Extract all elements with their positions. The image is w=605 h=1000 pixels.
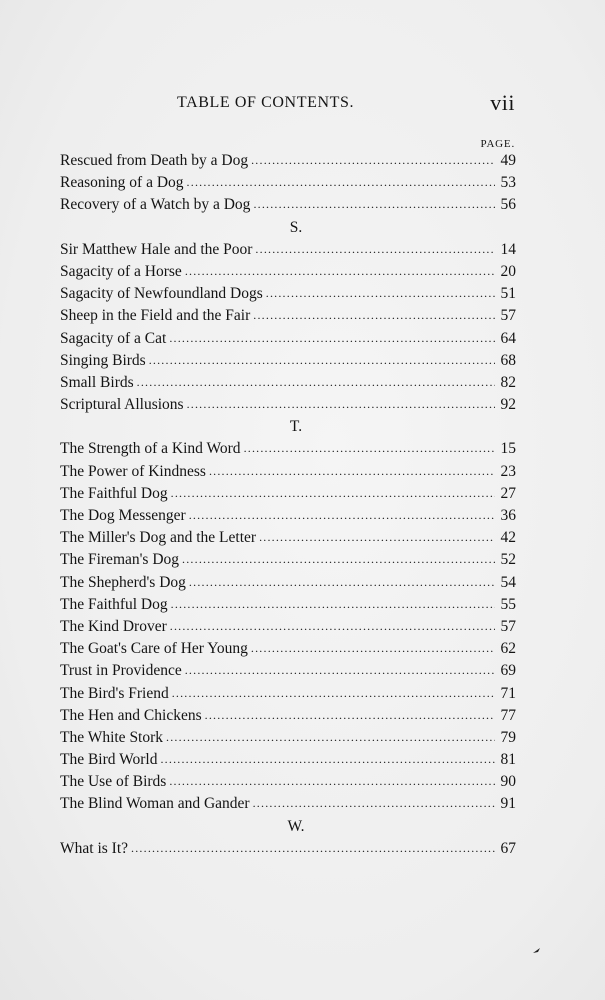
entry-page-number: 54	[500, 573, 516, 591]
contents-entry	[60, 574, 516, 596]
entry-page-number: 92	[500, 396, 516, 414]
entry-title: Rescued from Death by a Dog	[60, 152, 249, 169]
dot-leader	[171, 597, 495, 612]
contents-entry	[60, 440, 516, 462]
dot-leader	[266, 286, 495, 301]
section-letter-heading: T.	[289, 418, 303, 436]
entry-page-number: 27	[500, 484, 516, 502]
contents-entry	[60, 795, 516, 817]
contents-entry	[60, 618, 516, 640]
entry-title: The Shepherd's Dog	[60, 573, 186, 591]
contents-entry	[60, 330, 516, 352]
entry-title: Small Birds	[60, 373, 134, 391]
entry-title: The White Stork	[60, 728, 164, 746]
entry-title: The Blind Woman and Gander	[60, 795, 250, 813]
entry-page-number: 77	[500, 706, 516, 724]
dot-leader	[169, 331, 495, 346]
entry-title: Sagacity of a Cat	[60, 329, 167, 347]
dot-leader	[255, 242, 495, 257]
entry-page-number: 67	[500, 839, 516, 857]
dot-leader	[131, 841, 495, 856]
entry-page-number: 23	[500, 462, 516, 480]
entry-title: Scriptural Allusions	[60, 396, 184, 414]
entry-page-number: 53	[500, 174, 516, 192]
contents-entry	[60, 596, 516, 618]
dot-leader	[182, 552, 495, 567]
dot-leader	[185, 264, 495, 279]
entry-title: The Fireman's Dog	[60, 551, 180, 569]
dot-leader	[253, 197, 495, 212]
entry-page-number: 51	[500, 285, 516, 303]
entry-title: The Kind Drover	[60, 617, 167, 635]
dot-leader	[137, 375, 495, 390]
entry-title: The Miller's Dog and the Letter	[60, 529, 257, 547]
entry-page-number: 81	[500, 751, 516, 769]
contents-entry	[60, 196, 516, 218]
entry-title: The Dog Messenger	[60, 507, 186, 524]
entry-title: Sagacity of Newfoundland Dogs	[60, 285, 263, 303]
dot-leader	[259, 530, 495, 545]
section-letter-heading: W.	[287, 817, 305, 835]
entry-title: Recovery of a Watch by a Dog	[60, 196, 251, 214]
dot-leader	[170, 619, 495, 634]
entry-title: The Faithful Dog	[60, 595, 168, 613]
entry-page-number: 62	[500, 640, 516, 658]
dot-leader	[209, 464, 495, 479]
entry-title: What is It?	[60, 839, 129, 857]
entry-title: Sheep in the Field and the Fair	[60, 307, 251, 325]
entry-page-number: 64	[500, 329, 516, 347]
dot-leader	[244, 441, 495, 456]
contents-entry	[60, 285, 516, 307]
contents-entry	[60, 174, 516, 196]
entry-title: The Strength of a Kind Word	[60, 440, 241, 458]
entry-page-number: 15	[500, 440, 516, 458]
entry-title: Singing Birds	[60, 351, 146, 369]
dot-leader	[169, 774, 495, 789]
contents-entry	[60, 729, 516, 751]
contents-entry	[60, 751, 516, 773]
dot-leader	[187, 397, 495, 412]
entry-page-number: 91	[500, 795, 516, 813]
entry-page-number: 69	[500, 662, 516, 680]
entry-title: Sagacity of a Horse	[60, 262, 182, 280]
dot-leader	[172, 686, 495, 701]
entry-page-number: 49	[500, 152, 516, 169]
entry-title: The Bird World	[60, 751, 158, 769]
contents-entry	[60, 662, 516, 684]
entry-page-number: 57	[500, 617, 516, 635]
entry-page-number: 14	[500, 240, 516, 258]
entry-title: The Use of Birds	[60, 773, 167, 791]
entry-title: The Power of Kindness	[60, 462, 206, 480]
contents-entry	[60, 152, 516, 174]
contents-entry	[60, 640, 516, 662]
contents-entry	[60, 241, 516, 263]
page-column-label: PAGE.	[480, 138, 515, 150]
entry-title: Trust in Providence	[60, 662, 182, 680]
dot-leader	[171, 486, 495, 501]
contents-entry	[60, 463, 516, 485]
dot-leader	[251, 153, 495, 168]
entry-page-number: 68	[500, 351, 516, 369]
page-folio: vii	[490, 90, 515, 115]
contents-entry	[60, 685, 516, 707]
entry-title: The Hen and Chickens	[60, 706, 202, 724]
entry-page-number: 36	[500, 507, 516, 524]
entry-page-number: 71	[500, 684, 516, 702]
running-title: TABLE OF CONTENTS.	[177, 94, 355, 111]
section-letter-heading: S.	[289, 218, 303, 236]
ink-speck-mark	[532, 947, 542, 955]
entry-page-number: 55	[500, 595, 516, 613]
contents-entry	[60, 551, 516, 573]
contents-entry	[60, 707, 516, 729]
entry-page-number: 20	[500, 262, 516, 280]
contents-entry	[60, 485, 516, 507]
entry-page-number: 82	[500, 373, 516, 391]
dot-leader	[189, 575, 495, 590]
dot-leader	[160, 752, 495, 767]
entry-page-number: 57	[500, 307, 516, 325]
entry-title: Reasoning of a Dog	[60, 174, 184, 192]
entry-title: Sir Matthew Hale and the Poor	[60, 240, 253, 258]
dot-leader	[205, 708, 495, 723]
dot-leader	[253, 796, 495, 811]
dot-leader	[185, 663, 495, 678]
entry-title: The Bird's Friend	[60, 684, 169, 702]
entry-page-number: 56	[500, 196, 516, 214]
entry-page-number: 52	[500, 551, 516, 569]
contents-entry	[60, 840, 516, 862]
entry-page-number: 42	[500, 529, 516, 547]
contents-entry	[60, 773, 516, 795]
contents-list	[60, 152, 516, 862]
dot-leader	[251, 641, 495, 656]
contents-entry	[60, 529, 516, 551]
contents-entry	[60, 307, 516, 329]
dot-leader	[187, 175, 495, 190]
contents-entry	[60, 352, 516, 374]
dot-leader	[149, 353, 495, 368]
entry-title: The Goat's Care of Her Young	[60, 640, 248, 658]
entry-page-number: 90	[500, 773, 516, 791]
contents-entry	[60, 374, 516, 396]
entry-title: The Faithful Dog	[60, 484, 168, 502]
dot-leader	[166, 730, 495, 745]
dot-leader	[189, 508, 495, 523]
running-head	[60, 92, 515, 116]
dot-leader	[253, 308, 495, 323]
contents-entry	[60, 263, 516, 285]
entry-page-number: 79	[500, 728, 516, 746]
contents-entry	[60, 507, 516, 529]
contents-entry	[60, 396, 516, 418]
